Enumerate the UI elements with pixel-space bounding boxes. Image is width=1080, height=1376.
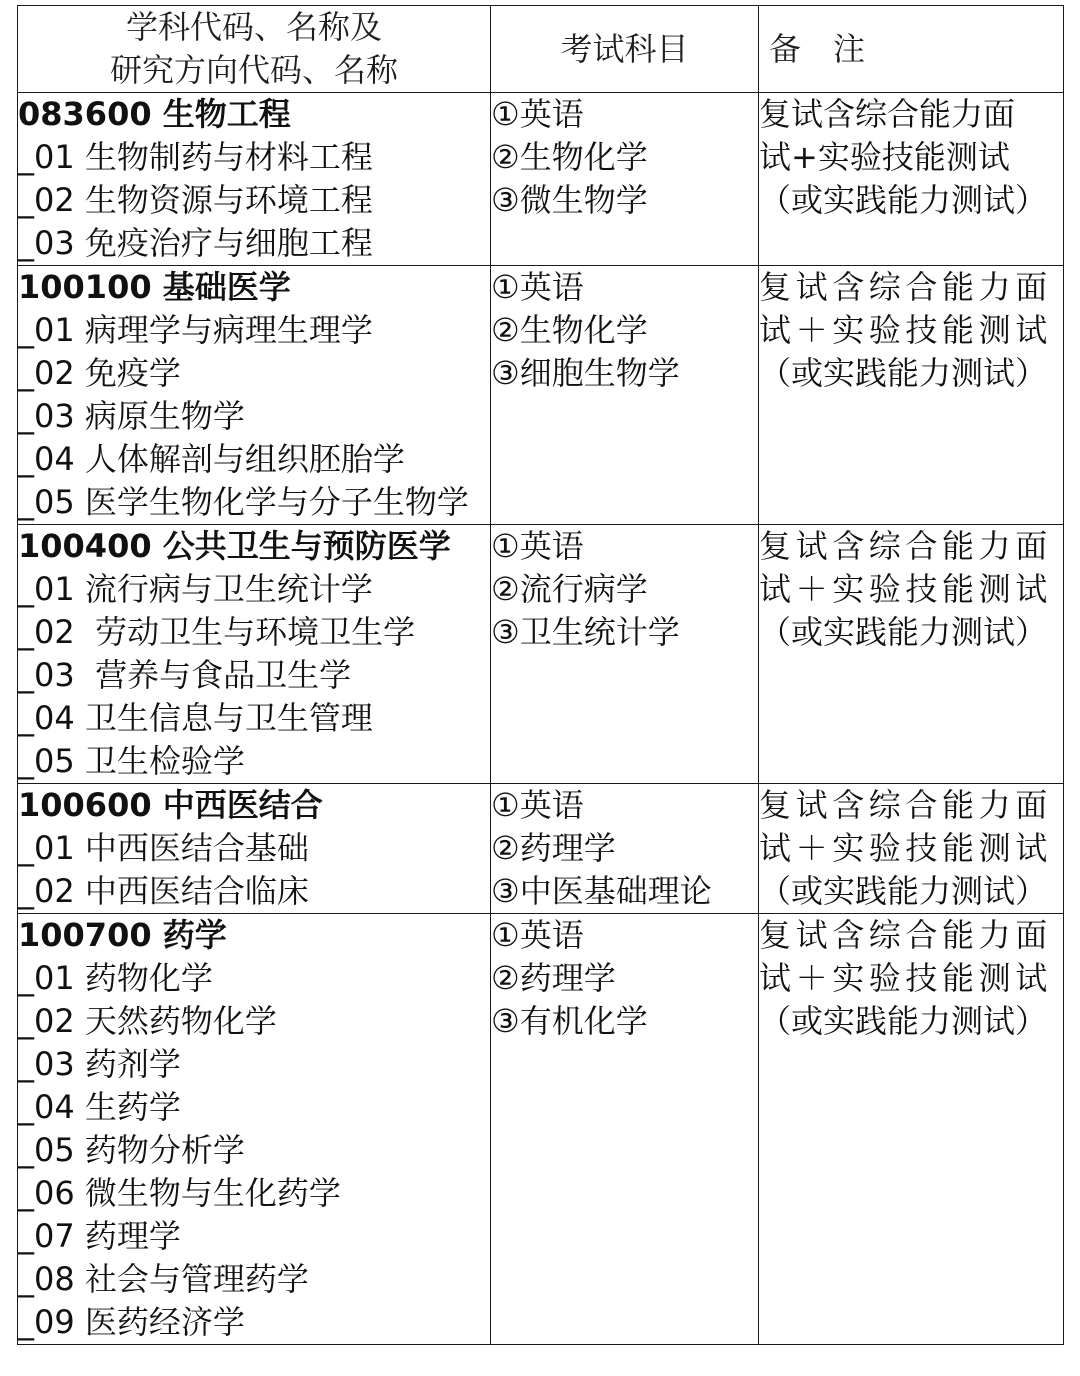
remark-line: 复试含综合能力面 bbox=[759, 527, 1052, 565]
research-direction: _02 中西医结合临床 bbox=[18, 872, 309, 910]
remarks-cell bbox=[759, 93, 1064, 266]
exam-subject: ①英语 bbox=[491, 95, 584, 133]
remark-line: 试＋实验技能测试 bbox=[759, 311, 1052, 349]
discipline-cell bbox=[18, 784, 491, 914]
program-row bbox=[18, 914, 1064, 1345]
remarks-cell bbox=[759, 784, 1064, 914]
exam-subjects-cell bbox=[491, 93, 759, 266]
research-direction: _01 生物制药与材料工程 bbox=[18, 138, 373, 176]
header-discipline bbox=[18, 6, 491, 93]
header-remarks: 备 注 bbox=[759, 6, 1064, 93]
exam-subject: ②生物化学 bbox=[491, 138, 648, 176]
exam-subject: ②药理学 bbox=[491, 959, 616, 997]
discipline-title: 100400 公共卫生与预防医学 bbox=[18, 527, 451, 565]
table-body bbox=[18, 93, 1064, 1345]
research-direction: _08 社会与管理药学 bbox=[18, 1260, 309, 1298]
header-discipline-line-2: 研究方向代码、名称 bbox=[109, 51, 398, 89]
discipline-title: 083600 生物工程 bbox=[18, 95, 291, 133]
research-direction: _01 病理学与病理生理学 bbox=[18, 311, 373, 349]
remark-line: 复试含综合能力面 bbox=[759, 95, 1016, 133]
exam-subject: ③细胞生物学 bbox=[491, 354, 680, 392]
remark-line: （或实践能力测试） bbox=[759, 613, 1048, 651]
remark-line: （或实践能力测试） bbox=[759, 872, 1048, 910]
remark-line: 复试含综合能力面 bbox=[759, 916, 1052, 954]
research-direction: _03 病原生物学 bbox=[18, 397, 245, 435]
remark-line: 试+实验技能测试 bbox=[759, 138, 1010, 176]
exam-subject: ②药理学 bbox=[491, 829, 616, 867]
discipline-cell bbox=[18, 266, 491, 525]
remark-line: 试＋实验技能测试 bbox=[759, 570, 1052, 608]
remark-line: 复试含综合能力面 bbox=[759, 268, 1052, 306]
remark-line: （或实践能力测试） bbox=[759, 181, 1048, 219]
research-direction: _02 免疫学 bbox=[18, 354, 181, 392]
exam-subject: ③微生物学 bbox=[491, 181, 648, 219]
remarks-cell bbox=[759, 914, 1064, 1345]
research-direction: _04 人体解剖与组织胚胎学 bbox=[18, 440, 405, 478]
program-row bbox=[18, 784, 1064, 914]
research-direction: _07 药理学 bbox=[18, 1217, 181, 1255]
remark-line: （或实践能力测试） bbox=[759, 354, 1048, 392]
exam-subject: ②流行病学 bbox=[491, 570, 648, 608]
research-direction: _01 药物化学 bbox=[18, 959, 213, 997]
exam-subject: ③有机化学 bbox=[491, 1002, 648, 1040]
research-direction: _02 生物资源与环境工程 bbox=[18, 181, 373, 219]
research-direction: _02 天然药物化学 bbox=[18, 1002, 277, 1040]
exam-subject: ①英语 bbox=[491, 527, 584, 565]
discipline-title: 100600 中西医结合 bbox=[18, 786, 323, 824]
research-direction: _03 药剂学 bbox=[18, 1045, 181, 1083]
header-discipline-line-1: 学科代码、名称及 bbox=[125, 8, 382, 46]
program-row bbox=[18, 266, 1064, 525]
exam-subject: ①英语 bbox=[491, 786, 584, 824]
program-row bbox=[18, 93, 1064, 266]
exam-subjects-cell bbox=[491, 784, 759, 914]
exam-subject: ①英语 bbox=[491, 916, 584, 954]
research-direction: _02 劳动卫生与环境卫生学 bbox=[18, 613, 416, 651]
exam-subjects-cell bbox=[491, 266, 759, 525]
remark-line: 试＋实验技能测试 bbox=[759, 829, 1052, 867]
research-direction: _03 营养与食品卫生学 bbox=[18, 656, 352, 694]
discipline-cell bbox=[18, 914, 491, 1345]
research-direction: _01 流行病与卫生统计学 bbox=[18, 570, 373, 608]
research-direction: _09 医药经济学 bbox=[18, 1303, 245, 1341]
exam-subject: ③卫生统计学 bbox=[491, 613, 680, 651]
research-direction: _05 卫生检验学 bbox=[18, 742, 245, 780]
remark-line: 复试含综合能力面 bbox=[759, 786, 1052, 824]
research-direction: _06 微生物与生化药学 bbox=[18, 1174, 341, 1212]
research-direction: _04 卫生信息与卫生管理 bbox=[18, 699, 373, 737]
remarks-cell bbox=[759, 266, 1064, 525]
discipline-title: 100100 基础医学 bbox=[18, 268, 291, 306]
remark-line: 试＋实验技能测试 bbox=[759, 959, 1052, 997]
exam-subject: ②生物化学 bbox=[491, 311, 648, 349]
research-direction: _03 免疫治疗与细胞工程 bbox=[18, 224, 373, 262]
discipline-title: 100700 药学 bbox=[18, 916, 227, 954]
remark-line: （或实践能力测试） bbox=[759, 1002, 1048, 1040]
exam-subject: ①英语 bbox=[491, 268, 584, 306]
remarks-cell bbox=[759, 525, 1064, 784]
research-direction: _05 医学生物化学与分子生物学 bbox=[18, 483, 469, 521]
header-row bbox=[18, 6, 1064, 93]
research-direction: _05 药物分析学 bbox=[18, 1131, 245, 1169]
exam-subject: ③中医基础理论 bbox=[491, 872, 712, 910]
research-direction: _01 中西医结合基础 bbox=[18, 829, 309, 867]
discipline-cell bbox=[18, 525, 491, 784]
exam-subjects-cell bbox=[491, 914, 759, 1345]
research-direction: _04 生药学 bbox=[18, 1088, 181, 1126]
program-row bbox=[18, 525, 1064, 784]
program-table bbox=[17, 5, 1064, 1345]
header-exam-subjects: 考试科目 bbox=[491, 6, 759, 93]
discipline-cell bbox=[18, 93, 491, 266]
exam-subjects-cell bbox=[491, 525, 759, 784]
